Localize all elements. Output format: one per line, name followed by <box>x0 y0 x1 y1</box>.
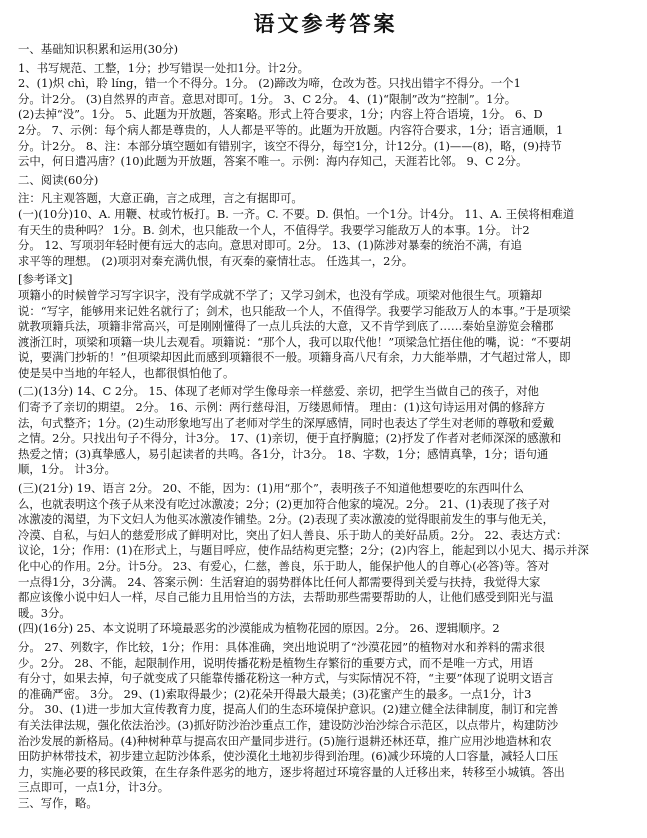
text-line: 1、书写规范、工整，1分；抄写错误一处扣1分。计2分。 <box>18 60 309 75</box>
text-line: 2分。 7、示例：每个病人都是尊贵的，人人都是平等的。此题为开放题。内容符合要求，1分；语言通顺，1 <box>18 122 564 137</box>
text-line: 说，要满门抄斩的！”但项梁却因此而感到项籍很不一般。项籍身高八尺有余，力大能举鼎，才气超过常人，即 <box>18 350 571 365</box>
text-line: 一点得1分，3分满。 24、答案示例：生活窘迫的弱势群体比任何人都需要得到关爱与扶持，我觉得大家 <box>18 574 541 589</box>
text-line: 云中，何日遣冯唐？(10)此题为开放题，答案不唯一。示例：海内存知己，天涯若比邻。 9、C 2分。 <box>18 154 528 169</box>
text-line: 2、(1)炽 chì，聆 líng，错一个不得分。1分。 (2)蹄改为啼，仓改为苍。只找出错字不得分。一个1 <box>18 76 521 91</box>
text-line: (二)(13分) 14、C 2分。 15、体现了老师对学生像母亲一样慈爱、亲切，把学生当做自己的孩子，对他 <box>18 384 539 399</box>
text-line: 法，句式整齐；1分。(2)生动形象地写出了老师对学生的深厚感情，同时也表达了学生对老师的尊敬和爱戴 <box>18 415 554 430</box>
text-line: 分。计2分。 8、注：本部分填空题如有错别字，该空不得分，每空1分，计12分。(1)——(8)，略，(9)持节 <box>18 138 562 153</box>
text-line: 渡浙江时，项梁和项籍一块儿去观看。项籍说：“那个人，我可以取代他！”项梁急忙捂住他的嘴，说：“不要胡 <box>18 334 571 349</box>
text-line: 化中心的作用。2分。计5分。 23、有爱心，仁慈，善良，乐于助人，能保护他人的自尊心(必答)等。答对 <box>18 559 550 573</box>
text-line: 热爱之情；(3)真挚感人，易引起读者的共鸣。各1分，计3分。 18、字数，1分；感情真挚，1分；语句通 <box>18 446 549 461</box>
text-line: 分。 27、列数字，作比较，1分；作用：具体准确，突出地说明了“沙漠花园”的植物对水和养料的需求很 <box>18 639 545 654</box>
text-line: 注：凡主观答题，大意正确，言之成理，言之有据即可。 <box>18 191 303 206</box>
text-line: 二、阅读(60分) <box>18 172 99 187</box>
text-line: 分。 12、写项羽年轻时便有远大的志向。意思对即可。2分。 13、(1)陈涉对暴秦的统治不满，有追 <box>18 238 522 253</box>
text-line: 们寄予了亲切的期望。 2分。 16、示例：两行慈母泪，万缕恩师情。 理由：(1)这句诗运用对偶的修辞方 <box>18 400 546 415</box>
text-line: 议论，1分；作用：(1)在形式上，与题目呼应，使作品结构更完整；2分；(2)内容上，能起到以小见大、揭示并深 <box>18 543 589 558</box>
text-line: (四)(16分) 25、本文说明了环境最恶劣的沙漠能成为植物花园的原因。2分。 26、逻辑顺序。2 <box>18 621 500 636</box>
text-line: 暖。3分。 <box>18 605 71 620</box>
text-line: 项籍小的时候曾学习写字识字，没有学成就不学了；又学习剑术，也没有学成。项梁对他很生气。项籍却 <box>18 287 542 302</box>
text-line: 之情。2分。只找出句子不得分，计3分。 17、(1)亲切，便于直抒胸臆；(2)抒发了作者对老师深深的感激和 <box>18 431 562 446</box>
text-line: 有分寸，如果去掉，句子就变成了只能靠传播花粉这一种方式，与实际情况不符，“主要”体现了说明文语言 <box>18 671 554 686</box>
text-line: 的准确严密。 3分。 29、(1)索取得最少；(2)花朵开得最大最美；(3)花蜜产生的最多。一点1分，计3 <box>18 686 532 701</box>
text-line: 田防护林带技术，初步建立起防沙体系，使沙漠化土地初步得到治理。(6)减少环境的人口容量，减轻人口压 <box>18 749 559 764</box>
text-line: 有关法律法规，强化依法治沙。(3)抓好防沙治沙重点工作，建设防沙治沙综合示范区，以点带片，构建防沙 <box>18 717 559 732</box>
text-line: 有天生的贵种吗？ 1分。B. 剑术，也只能敌一个人，不值得学。我要学习能敌万人的本事。1分。 计2 <box>18 222 530 237</box>
text-line: 使是吴中当地的年轻人，也都很惧怕他了。 <box>18 365 235 380</box>
text-line: 就教项籍兵法，项籍非常高兴，可是刚刚懂得了一点儿兵法的大意，又不肯学到底了……秦始皇游览会稽郡 <box>18 319 554 334</box>
text-line: 分。计2分。 (3)自然界的声音。意思对即可。1分。 3、C 2分。 4、(1)“限制”改为“控制”。1分。 <box>18 91 517 106</box>
text-line: 么，也就表明这个孩子从来没有吃过冰激凌；2分；(2)更加符合他家的境况。2分。 21、(1)表现了孩子对 <box>18 496 550 511</box>
answer-body <box>18 42 633 812</box>
text-line: 治沙发展的新格局。(4)种树种草与提高农田产量同步进行。(5)施行退耕还林还草，推广应用沙地造林和农 <box>18 733 552 748</box>
text-line: [参考译文] <box>18 272 73 287</box>
text-line: 力，实施必要的移民政策，在生存条件恶劣的地方，逐步将超过环境容量的人迁移出来，转移至小城镇。答出 <box>18 764 565 779</box>
text-line: 三点即可，一点1分，计3分。 <box>18 780 170 795</box>
text-line: 都应该像小说中妇人一样，尽自己能力且用恰当的方法，去帮助那些需要帮助的人，让他们感受到阳光与温 <box>18 590 554 605</box>
text-line: 说：“写字，能够用来记姓名就行了；剑术，也只能敌一个人，不值得学。我要学习能敌万人的本事。”于是项梁 <box>18 303 571 318</box>
page-title: 语文参考答案 <box>253 12 398 36</box>
text-line: 一、基础知识积累和运用(30分) <box>18 42 179 56</box>
text-line: 少。2分。 28、不能，起限制作用，说明传播花粉是植物生存繁衍的重要方式，而不是唯一方式，用语 <box>18 655 534 670</box>
text-line: 求平等的理想。 (2)项羽对秦充满仇恨，有灭秦的豪情壮志。 任选其一，2分。 <box>18 253 414 268</box>
text-line: 分。 30、(1)进一步加大宣传教育力度，提高人们的生态环境保护意识。(2)建立健全法律制度，制订和完善 <box>18 702 559 717</box>
text-line: (一)(10分)10、A. 用鞭、杖或竹板打。B. 一齐。C. 不要。D. 俱怕。一个1分。计4分。 11、A. 王侯将相难道 <box>18 206 575 221</box>
text-line: 顺，1分。 计3分。 <box>18 462 116 477</box>
text-line: (2)去掉“没”。1分。 5、此题为开放题，答案略。形式上符合要求，1分；内容上符合语境，1分。 6、D <box>18 107 543 122</box>
text-line: 冰激凌的渴望，为下文妇人为他买冰激凌作铺垫。2分。(2)表现了卖冰激凌的觉得眼前发生的事与他无关， <box>18 512 554 527</box>
text-line: 冷漠、自私，与妇人的慈爱形成了鲜明对比，突出了妇人善良、乐于助人的美好品质。2分。 22、表达方式： <box>18 527 568 542</box>
text-line: (三)(21分) 19、语言 2分。 20、不能，因为：(1)用“那个”，表明孩子不知道他想要吃的东西叫什么 <box>18 481 524 496</box>
text-line: 三、写作，略。 <box>18 795 98 810</box>
